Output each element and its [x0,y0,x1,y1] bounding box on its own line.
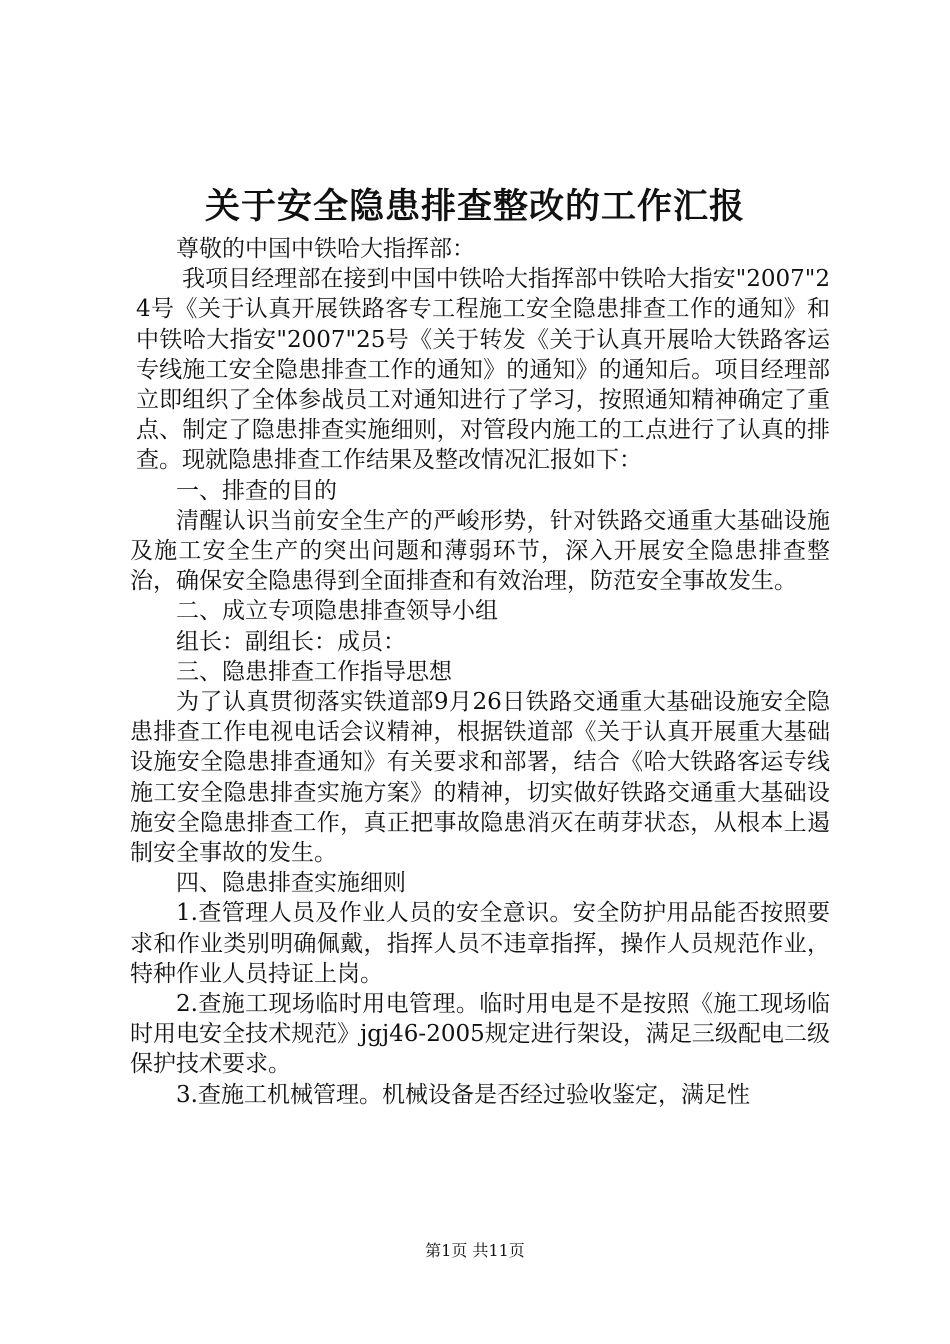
team-members-line: 组长：副组长：成员： [176,628,406,655]
section-heading-1: 一、排查的目的 [176,477,337,504]
section-heading-2: 二、成立专项隐患排查领导小组 [176,598,498,625]
body-paragraph: 为了认真贯彻落实铁道部9月26日铁路交通重大基础设施安全隐患排查工作电视电话会议精神，根据铁道部《关于认真开展重大基础设施安全隐患排查通知》有关要求和部署，结合《哈大铁路客运专线施工安全隐患排查实施方案》的精神，切实做好铁路交通重大基础设施安全隐患排查工作，真正把事故隐患消灭在萌芽状态，从根本上遏制安全事故的发生。 [130,689,830,867]
body-paragraph: 清醒认识当前安全生产的严峻形势，针对铁路交通重大基础设施及施工安全生产的突出问题和薄弱环节，深入开展安全隐患排查整治，确保安全隐患得到全面排查和有效治理，防范安全事故发生。 [130,507,830,595]
list-item: 1.查管理人员及作业人员的安全意识。安全防护用品能否按照要求和作业类别明确佩戴，指挥人员不违章指挥，操作人员规范作业，特种作业人员持证上岗。 [130,900,830,987]
document-body [130,234,830,1110]
section-heading-4: 四、隐患排查实施细则 [176,870,406,897]
salutation: 尊敬的中国中铁哈大指挥部： [176,236,475,262]
page-number-footer: 第1页 共11页 [425,1241,525,1260]
intro-paragraph: 我项目经理部在接到中国中铁哈大指挥部中铁哈大指安"2007"24号《关于认真开展铁路客专工程施工安全隐患排查工作的通知》和中铁哈大指安"2007"25号《关于转发《关于认真开展哈大铁路客运专线施工安全隐患排查工作的通知》的通知》的通知后。项目经理部立即组织了全体参战员工对通知进行了学习，按照通知精神确定了重点、制定了隐患排查实施细则，对管段内施工的工点进行了认真的排查。现就隐患排查工作结果及整改情况汇报如下： [136,266,830,474]
document-title: 关于安全隐患排查整改的工作汇报 [204,186,745,227]
list-item: 2.查施工现场临时用电管理。临时用电是不是按照《施工现场临时用电安全技术规范》jgj46-2005规定进行架设，满足三级配电二级保护技术要求。 [130,991,830,1078]
section-heading-3: 三、隐患排查工作指导思想 [176,658,452,685]
list-item: 3.查施工机械管理。机械设备是否经过验收鉴定，满足性 [176,1081,750,1108]
